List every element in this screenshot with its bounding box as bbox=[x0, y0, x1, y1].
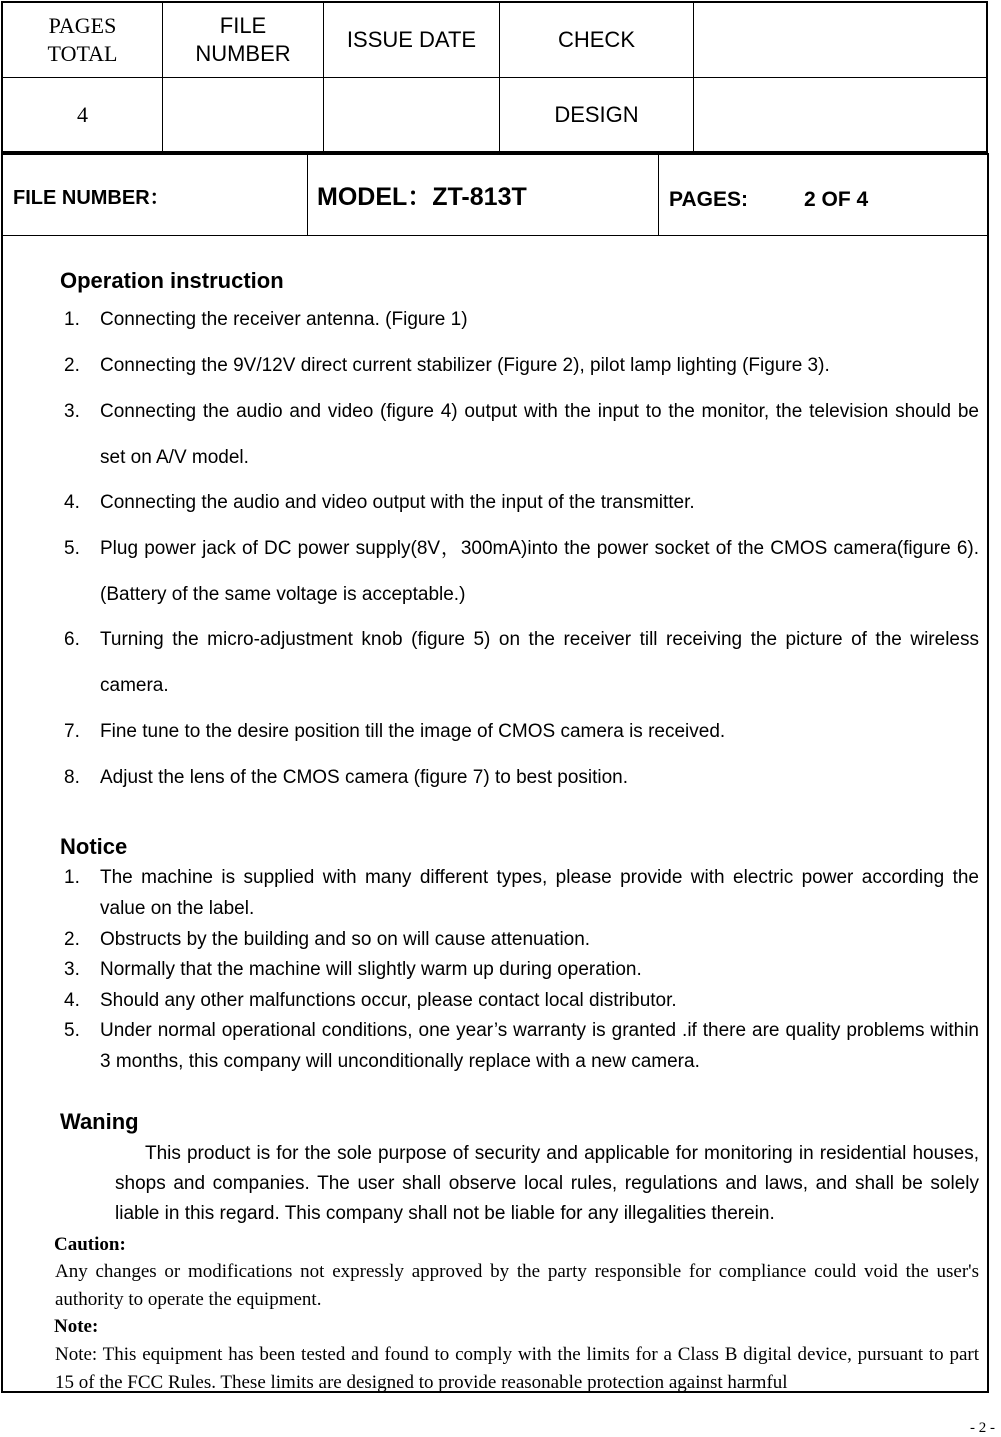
note-label: Note: bbox=[54, 1316, 99, 1337]
list-item: 3. Normally that the machine will slightly warm up during operation. bbox=[64, 959, 642, 980]
title-row bbox=[1, 155, 987, 235]
list-item: 3. Connecting the audio and video (figure 4) output with the input to the monitor, the television should be set on A/V model. bbox=[64, 401, 979, 468]
list-item: 4. Should any other malfunctions occur, please contact local distributor. bbox=[64, 990, 677, 1011]
design-value bbox=[694, 78, 986, 151]
warning-text: This product is for the sole purpose of security and applicable for monitoring in residential houses, shops and companies. The user shall observe local rules, regulations and laws, and shall be solely liable in this regard. This company shall not be liable for any illegalities therein. bbox=[115, 1143, 979, 1224]
header-table bbox=[1, 1, 988, 153]
file-number-title: FILE NUMBER： bbox=[13, 186, 170, 209]
pages-title-label: PAGES: bbox=[669, 188, 748, 211]
warning-heading: Waning bbox=[60, 1109, 139, 1134]
notice-heading: Notice bbox=[60, 834, 128, 859]
note-text: Note: This equipment has been tested and found to comply with the limits for a Class B digital device, pursuant to part 15 of the FCC Rules. These limits are designed to provide reasonable protection against harmful bbox=[55, 1344, 979, 1393]
pages-total-value: 4 bbox=[77, 101, 88, 127]
list-item: 2. Connecting the 9V/12V direct current stabilizer (Figure 2), pilot lamp lighting (Figure 3). bbox=[64, 355, 830, 376]
list-item: 1. The machine is supplied with many different types, please provide with electric power according the value on the label. bbox=[64, 867, 979, 919]
design-label: DESIGN bbox=[554, 101, 639, 127]
list-item: 8. Adjust the lens of the CMOS camera (figure 7) to best position. bbox=[64, 767, 629, 788]
caution-label: Caution: bbox=[54, 1234, 126, 1255]
list-item: 7. Fine tune to the desire position till the image of CMOS camera is received. bbox=[64, 721, 726, 742]
issue-date-label: ISSUE DATE bbox=[346, 27, 477, 52]
issue-date-value bbox=[324, 78, 499, 151]
operation-heading: Operation instruction bbox=[60, 268, 284, 293]
page-number: - 2 - bbox=[970, 1420, 995, 1436]
list-item: 6. Turning the micro-adjustment knob (figure 5) on the receiver till receiving the picture of the wireless camera. bbox=[64, 629, 979, 696]
list-item: 5. Under normal operational conditions, one year’s warranty is granted .if there are quality problems within 3 months, this company will unconditionally replace with a new camera. bbox=[64, 1020, 979, 1072]
check-value bbox=[694, 3, 986, 77]
list-item: 1. Connecting the receiver antenna. (Figure 1) bbox=[64, 309, 468, 330]
file-number-label: FILE NUMBER bbox=[195, 13, 291, 66]
model-title: MODEL：ZT-813T bbox=[317, 183, 527, 211]
file-number-value bbox=[163, 78, 323, 151]
list-item: 4. Connecting the audio and video output with the input of the transmitter. bbox=[64, 492, 695, 513]
check-label: CHECK bbox=[557, 27, 635, 52]
pages-total-label: PAGES TOTAL bbox=[47, 13, 118, 66]
list-item: 5. Plug power jack of DC power supply(8V，300mA)into the power socket of the CMOS camera(figure 6).(Battery of the same voltage is acceptable.) bbox=[64, 538, 979, 605]
pages-title-value: 2 OF 4 bbox=[804, 188, 869, 211]
caution-text: Any changes or modifications not expressly approved by the party responsible for compliance could void the user's authority to operate the equipment. bbox=[55, 1261, 979, 1310]
list-item: 2. Obstructs by the building and so on will cause attenuation. bbox=[64, 929, 591, 950]
